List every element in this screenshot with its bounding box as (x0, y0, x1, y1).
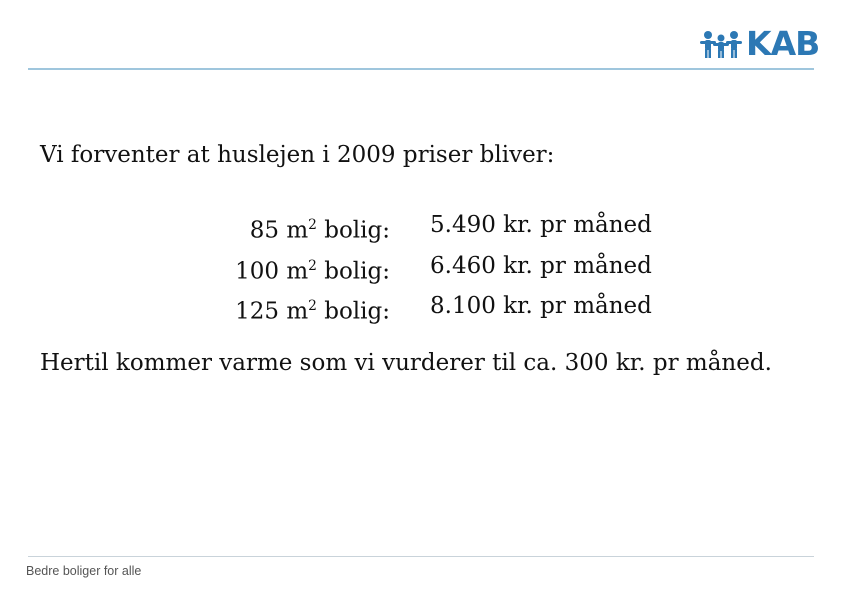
apartment-size: 100 $m^2$ bolig: (235, 257, 390, 285)
kab-logo (700, 26, 819, 62)
header-rule (28, 68, 814, 70)
monthly-rent: 5.490 kr. pr måned (430, 212, 652, 238)
monthly-rent: 8.100 kr. pr måned (430, 293, 652, 320)
rent-row (160, 208, 652, 249)
rent-row (160, 249, 652, 290)
intro-text: Vi forventer at huslejen i 2009 priser bliver: (40, 142, 555, 168)
kab-family-icon (700, 26, 742, 62)
apartment-size: 85 $m^2$ bolig: (249, 217, 390, 244)
logo-wordmark: KAB (746, 24, 820, 63)
rent-table (160, 208, 652, 330)
footer-rule (28, 556, 814, 557)
rent-row (160, 289, 652, 330)
footer-tagline: Bedre boliger for alle (26, 564, 142, 578)
heating-note: Hertil kommer varme som vi vurderer til ca. 300 kr. pr måned. (40, 350, 772, 376)
monthly-rent: 6.460 kr. pr måned (430, 252, 652, 279)
apartment-size: 125 $m^2$ bolig: (235, 298, 390, 325)
